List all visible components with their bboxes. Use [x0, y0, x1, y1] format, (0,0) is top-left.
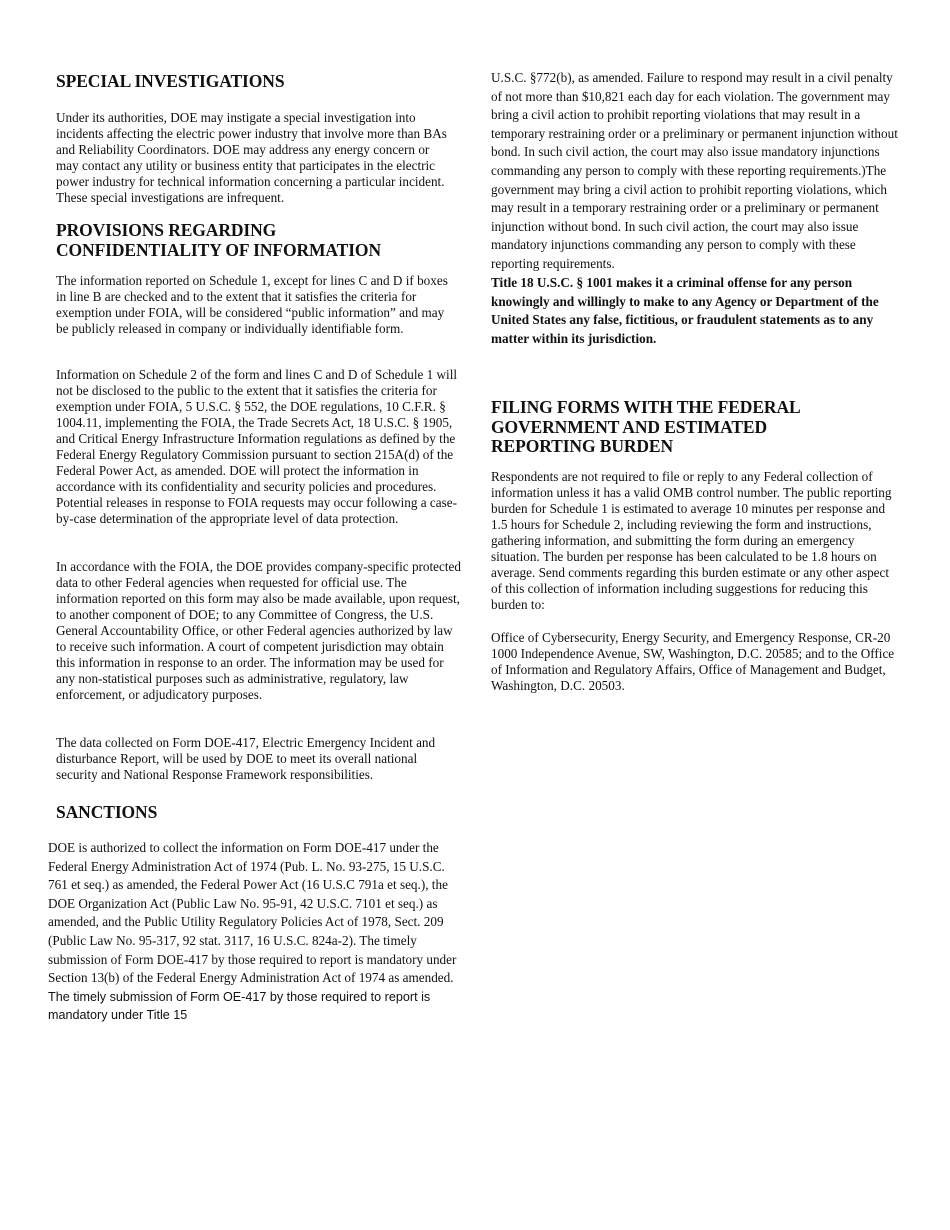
sanctions-text	[48, 839, 460, 1025]
sanctions-body-tail: The timely submission of Form OE-417 by those required to report is mandatory under Title 15	[48, 989, 431, 1023]
filing-heading-line3: REPORTING BURDEN	[491, 436, 674, 456]
confidentiality-heading-line2: CONFIDENTIALITY OF INFORMATION	[56, 240, 381, 260]
special-investigations-text: Under its authorities, DOE may instigate a special investigation into incidents affecting the electric power industry that involve more than BAs and Reliability Coordinators. DOE may address any energy concern or may contact any utility or business entity that participates in the electric power industry for technical information concerning a particular incident. These special investigations are infrequent.	[56, 110, 447, 205]
reporting-burden-paragraph: Respondents are not required to file or reply to any Federal collection of information unless it has a valid OMB control number. The public reporting burden for Schedule 1 is estimated to average 10 minutes per response and 1.5 hours for Schedule 2, including reviewing the form and instructions, gathering information, and submitting the form during an emergency situation. The burden per response has been calculated to be 1.8 hours on average. Send comments regarding this burden estimate or any other aspect of this collection of information including suggestions for reducing this burden to:	[491, 469, 892, 612]
confidentiality-paragraph-1: The information reported on Schedule 1, except for lines C and D if boxes in line B are checked and to the extent that it satisfies the criteria for exemption under FOIA, will be considered “public information” and may be publicly released in company or individually identifiable form.	[56, 273, 448, 336]
sanctions-heading: SANCTIONS	[56, 802, 158, 822]
confidentiality-paragraph-3: In accordance with the FOIA, the DOE provides company-specific protected data to other Federal agencies when requested for official use. The information reported on this form may also be made available, upon request, to another component of DOE; to any Committee of Congress, the U.S. General Accountability Office, or other Federal agencies authorized by law to receive such information. A court of competent jurisdiction may obtain this information in response to an order. The information may be used for any non-statistical purposes such as administrative, regulatory, law enforcement, or adjudicatory purposes.	[56, 559, 462, 702]
comments-address-paragraph: Office of Cybersecurity, Energy Security, and Emergency Response, CR-20 1000 Independence Avenue, SW, Washington, D.C. 20585; and to the Office of Information and Regulatory Affairs, Office of Management and Budget, Washington, D.C. 20503.	[491, 630, 895, 693]
sanctions-body: DOE is authorized to collect the information on Form DOE-417 under the Federal Energy Administration Act of 1974 (Pub. L. No. 93-275, 15 U.S.C. 761 et seq.) as amended, the Federal Power Act (16 U.S.C 791a et seq.), the DOE Organization Act (Public Law No. 95-91, 42 U.S.C. 7101 et seq.) as amended, and the Public Utility Regulatory Policies Act of 1978, Sect. 209 (Public Law No. 95-317, 92 stat. 3117, 16 U.S.C. 824a-2). The timely submission of Form DOE-417 by those required to report is mandatory under Section 13(b) of the Federal Energy Administration Act of 1974 as amended.	[48, 840, 457, 986]
confidentiality-paragraph-4: The data collected on Form DOE-417, Electric Emergency Incident and disturbance Report, will be used by DOE to meet its overall national security and National Response Framework responsibilities.	[56, 735, 436, 782]
sanctions-continuation-text: U.S.C. §772(b), as amended. Failure to respond may result in a civil penalty of not more than $10,821 each day for each violation. The government may bring a civil action to prohibit reporting violations that may result in a temporary restraining order or a preliminary or permanent injunction without bond. In such civil action, the court may also issue mandatory injunctions commanding any person to comply with these reporting requirements.)The government may bring a civil action to prohibit reporting violations, which may result in a temporary restraining order or a preliminary or permanent injunction without bond. In such civil action, the court may also issue mandatory injunctions commanding any person to comply with these reporting requirements.	[491, 70, 898, 271]
filing-heading-line2: GOVERNMENT AND ESTIMATED	[491, 417, 768, 437]
criminal-offense-notice: Title 18 U.S.C. § 1001 makes it a criminal offense for any person knowingly and willingly to make to any Agency or Department of the United States any false, fictitious, or fraudulent statements as to any matter within its jurisdiction.	[491, 275, 879, 346]
confidentiality-heading-line1: PROVISIONS REGARDING	[56, 220, 277, 240]
filing-heading-line1: FILING FORMS WITH THE FEDERAL	[491, 397, 801, 417]
special-investigations-heading: SPECIAL INVESTIGATIONS	[56, 71, 285, 91]
confidentiality-paragraph-2: Information on Schedule 2 of the form and lines C and D of Schedule 1 will not be disclosed to the public to the extent that it satisfies the criteria for exemption under FOIA, 5 U.S.C. § 552, the DOE regulations, 10 C.F.R. § 1004.11, implementing the FOIA, the Trade Secrets Act, 18 U.S.C. § 1905, and Critical Energy Infrastructure Information regulations as defined by the Federal Energy Regulatory Commission pursuant to section 215A(d) of the Federal Power Act, as amended. DOE will protect the information in accordance with its confidentiality and security policies and procedures. Potential releases in response to FOIA requests may occur following a case-by-case determination of the appropriate level of data protection.	[56, 367, 458, 526]
